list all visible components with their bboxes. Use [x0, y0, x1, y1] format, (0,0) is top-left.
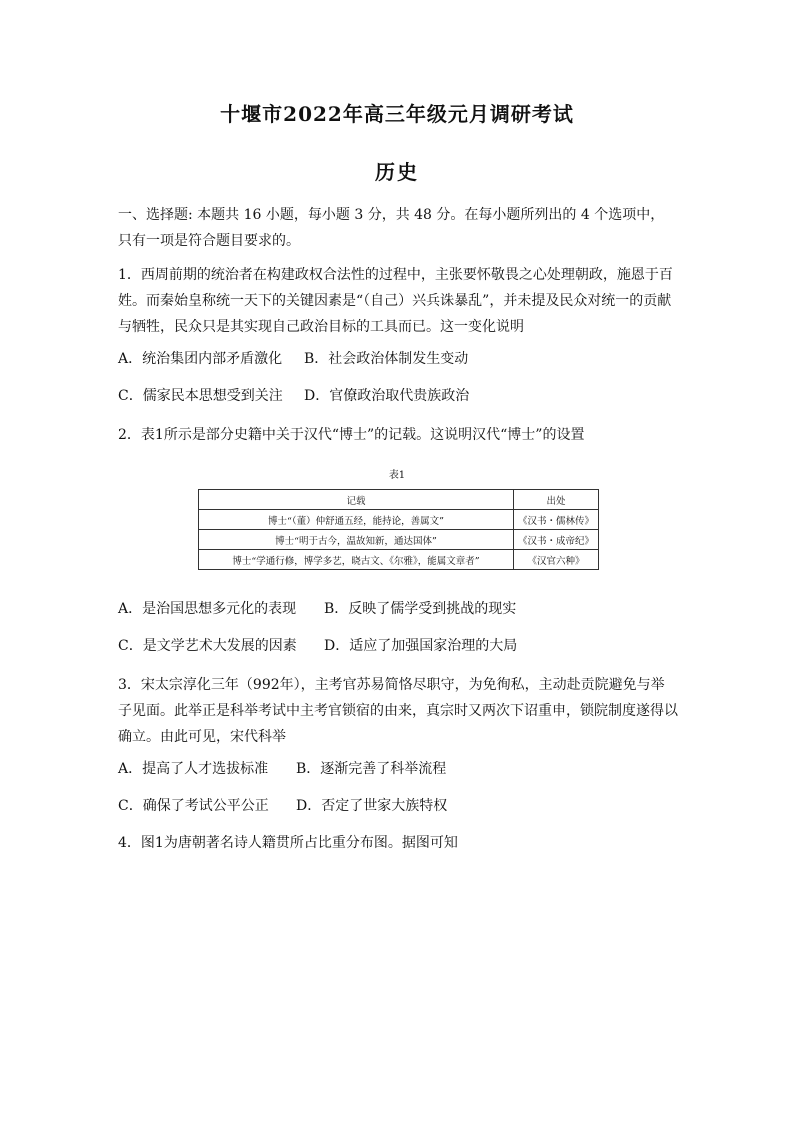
question-2-options-row-1	[118, 599, 516, 619]
table-cell-record: 博士“明于古今，温故知新，通达国体”	[199, 530, 514, 550]
question-1-stem: 1．西周前期的统治者在构建政权合法性的过程中，主张要怀敬畏之心处理朝政，施恩于百姓。而秦始皇称统一天下的关键因素是“（自己）兴兵诛暴乱”，并未提及民众对统一的贡献与牺牲，民众只是其实现自己政治目标的工具而已。这一变化说明	[118, 267, 673, 335]
question-2-options-row-2	[118, 636, 517, 656]
question-4-stem: 4．图1为唐朝著名诗人籍贯所占比重分布图。据图可知	[118, 835, 458, 851]
question-1-options-row-1	[118, 349, 468, 369]
table-cell-record: 博士“学通行修，博学多艺，晓古文、《尔雅》，能属文章者”	[199, 550, 514, 570]
question-1-option-c[interactable]: C．儒家民本思想受到关注	[118, 388, 283, 404]
table-row	[199, 550, 599, 570]
subject-title: 历史	[375, 160, 419, 184]
question-1-options-row-2	[118, 386, 469, 406]
question-3-options-row-2	[118, 796, 447, 816]
question-2-option-d[interactable]: D．适应了加强国家治理的大局	[324, 638, 518, 654]
question-2-stem: 2．表1所示是部分史籍中关于汉代“博士”的记载。这说明汉代“博士”的设置	[118, 427, 585, 443]
table-row	[199, 530, 599, 550]
table-header-record: 记载	[199, 490, 514, 510]
question-2-option-c[interactable]: C．是文学艺术大发展的因素	[118, 638, 297, 654]
question-3-stem: 3．宋太宗淳化三年（992年），主考官苏易简恪尽职守，为免徇私，主动赴贡院避免与举子见面。此举正是科举考试中主考官锁宿的由来，真宗时又两次下诏重申，锁院制度遂得以确立。由此可见，宋代科举	[118, 677, 678, 745]
question-1-option-b[interactable]: B．社会政治体制发生变动	[304, 351, 469, 367]
table-cell-source: 《汉书・成帝纪》	[513, 530, 598, 550]
question-3-option-b[interactable]: B．逐渐完善了科举流程	[296, 761, 447, 777]
table-1-caption: 表1	[388, 470, 406, 481]
exam-title: 十堰市2022年高三年级元月调研考试	[220, 102, 574, 126]
table-cell-record: 博士“（董）仲舒通五经，能持论，善属文”	[199, 510, 514, 530]
table-cell-source: 《汉书・儒林传》	[513, 510, 598, 530]
table-header-row	[199, 490, 599, 510]
section-instructions: 一、选择题: 本题共 16 小题，每小题 3 分，共 48 分。在每小题所列出的 4 个选项中，只有一项是符合题目要求的。	[118, 207, 665, 249]
table-cell-source: 《汉官六种》	[513, 550, 598, 570]
question-3-option-d[interactable]: D．否定了世家大族特权	[296, 798, 448, 814]
question-1-option-a[interactable]: A．统治集团内部矛盾激化	[118, 351, 283, 367]
question-3-option-a[interactable]: A．提高了人才选拔标准	[118, 761, 269, 777]
question-2-option-a[interactable]: A．是治国思想多元化的表现	[118, 601, 297, 617]
question-2-option-b[interactable]: B．反映了儒学受到挑战的现实	[324, 601, 517, 617]
question-1-option-d[interactable]: D．官僚政治取代贵族政治	[304, 388, 470, 404]
question-3-options-row-1	[118, 759, 446, 779]
table-1	[198, 489, 599, 570]
table-row	[199, 510, 599, 530]
question-3-option-c[interactable]: C．确保了考试公平公正	[118, 798, 269, 814]
table-header-source: 出处	[513, 490, 598, 510]
